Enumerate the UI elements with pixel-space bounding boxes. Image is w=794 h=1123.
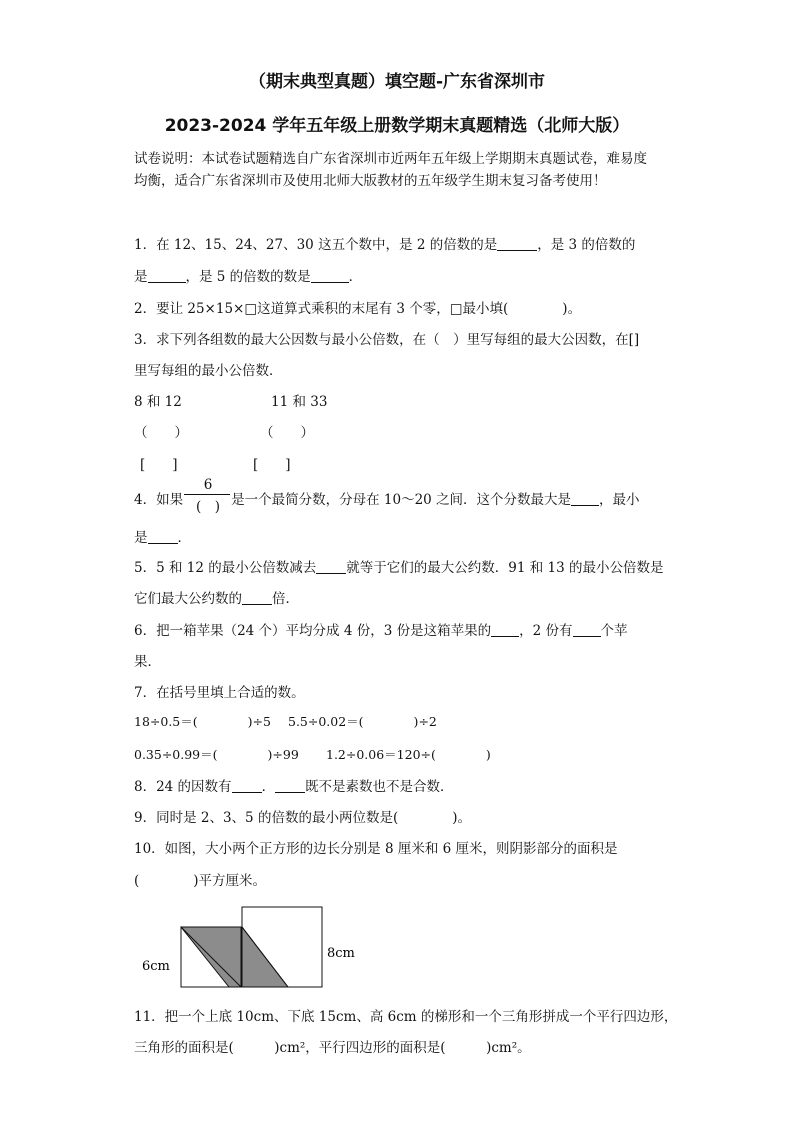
- q4-text-b: 是一个最简分数，分母在 10～20 之间．这个分数最大是: [231, 492, 572, 508]
- intro-line-1: 试卷说明：本试卷试题精选自广东省深圳市近两年五年级上学期期末真题试卷，难易度: [134, 151, 647, 167]
- shaded-region: [181, 927, 288, 987]
- title-line-2: 2023-2024 学年五年级上册数学期末真题精选（北师大版）: [164, 116, 630, 136]
- q6-text-b: ，2 份有: [519, 623, 573, 639]
- q8-text-c: 既不是素数也不是合数．: [305, 779, 454, 795]
- question-6-line-2: 果．: [134, 654, 161, 670]
- squares-figure: [134, 900, 364, 1000]
- label-8cm: 8cm: [327, 946, 355, 961]
- q7-equation-4[interactable]: 1.2÷0.06＝120÷( ): [326, 747, 491, 762]
- question-10-line-1: 10．如图，大小两个正方形的边长分别是 8 厘米和 6 厘米，则阴影部分的面积是: [134, 841, 618, 857]
- q1-text-e: ．: [348, 269, 363, 285]
- question-5-line-1: [134, 556, 663, 576]
- q8-text-a: 8．24 的因数有: [134, 779, 232, 795]
- label-6cm: 6cm: [142, 959, 170, 974]
- q3-gcd-blank-2[interactable]: （ ）: [260, 425, 314, 441]
- q7-equation-2[interactable]: 5.5÷0.02＝( )÷2: [288, 714, 437, 729]
- q3-pair-2: 11 和 33: [271, 394, 328, 410]
- question-3-line-1: 3．求下列各组数的最大公因数与最小公倍数，在（ ）里写每组的最大公因数，在[]: [134, 332, 640, 348]
- q4-text-c: ，最小: [599, 492, 640, 508]
- question-1-line-1: [134, 233, 635, 253]
- answer-blank[interactable]: [497, 237, 537, 252]
- question-4-line-2: [134, 526, 191, 546]
- question-6-line-1: [134, 619, 628, 639]
- q3-pair-1: 8 和 12: [134, 394, 182, 410]
- question-2: 2．要让 25×15×□这道算式乘积的末尾有 3 个零，□最小填( )。: [134, 301, 582, 317]
- answer-blank[interactable]: [571, 492, 599, 507]
- q5-text-a: 5．5 和 12 的最小公倍数减去: [134, 560, 317, 576]
- question-7: 7．在括号里填上合适的数。: [134, 685, 305, 701]
- q5-text-d: 倍．: [272, 591, 299, 607]
- answer-blank[interactable]: [311, 269, 349, 284]
- q1-text-a: 1．在 12、15、24、27、30 这五个数中，是 2 的倍数的是: [134, 237, 498, 253]
- q1-text-b: ，是 3 的倍数的: [537, 237, 636, 253]
- q4-text-d: 是: [134, 530, 148, 546]
- answer-blank[interactable]: [573, 623, 601, 638]
- q5-text-b: 就等于它们的最大公约数．91 和 13 的最小公倍数是: [346, 560, 664, 576]
- answer-blank[interactable]: [232, 779, 262, 794]
- q4-text-e: ．: [177, 530, 191, 546]
- intro-line-2: 均衡，适合广东省深圳市及使用北师大版教材的五年级学生期末复习备考使用！: [134, 173, 607, 189]
- q3-gcd-blank-1[interactable]: （ ）: [134, 425, 188, 441]
- answer-blank[interactable]: [316, 560, 346, 575]
- q6-text-a: 6．把一箱苹果（24 个）平均分成 4 份，3 份是这箱苹果的: [134, 623, 492, 639]
- q5-text-c: 它们最大公约数的: [134, 591, 242, 607]
- answer-blank[interactable]: [275, 779, 305, 794]
- question-11-line-2: 三角形的面积是( )cm²，平行四边形的面积是( )cm²。: [134, 1040, 531, 1056]
- q4-text-a: 4．如果: [134, 492, 184, 508]
- question-8: [134, 775, 454, 795]
- q8-text-b: ．: [261, 779, 276, 795]
- q7-equation-3[interactable]: 0.35÷0.99＝( )÷99: [134, 747, 299, 762]
- question-3-line-2: 里写每组的最小公倍数．: [134, 363, 283, 379]
- answer-blank[interactable]: [148, 530, 178, 545]
- q3-lcm-blank-2[interactable]: [ ]: [253, 457, 291, 473]
- answer-blank[interactable]: [491, 623, 519, 638]
- fraction-numerator: 6: [203, 477, 213, 493]
- q1-text-c: 是: [134, 269, 148, 285]
- q1-text-d: ，是 5 的倍数的数是: [185, 269, 311, 285]
- fraction-denominator[interactable]: ( ): [195, 499, 221, 515]
- answer-blank[interactable]: [148, 269, 186, 284]
- title-line-1: （期末典型真题）填空题-广东省深圳市: [248, 72, 546, 92]
- question-9: 9．同时是 2、3、5 的倍数的最小两位数是( )。: [134, 810, 471, 826]
- question-1-line-2: [134, 265, 362, 285]
- answer-blank[interactable]: [242, 591, 272, 606]
- question-10-line-2: ( )平方厘米。: [134, 873, 267, 889]
- q6-text-c: 个苹: [600, 623, 628, 639]
- q3-lcm-blank-1[interactable]: [ ]: [140, 457, 178, 473]
- question-5-line-2: [134, 587, 299, 607]
- question-11-line-1: 11．把一个上底 10cm、下底 15cm、高 6cm 的梯形和一个三角形拼成一个平行四边形，: [134, 1009, 678, 1025]
- q7-equation-1[interactable]: 18÷0.5＝( )÷5: [134, 714, 271, 729]
